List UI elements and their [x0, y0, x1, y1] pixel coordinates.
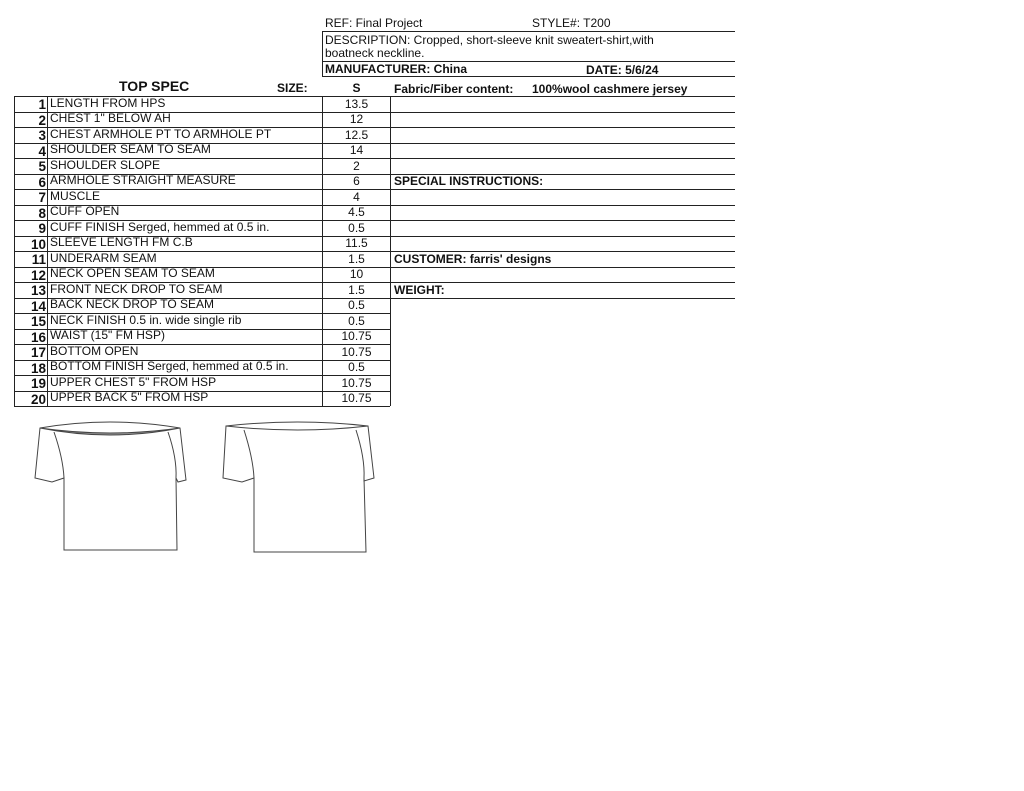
measurement-label: UPPER CHEST 5" FROM HSP: [50, 374, 217, 389]
measurement-value: 4: [353, 189, 360, 204]
table-rule: [14, 406, 390, 407]
row-number: 6: [38, 174, 46, 190]
measurement-label: CUFF FINISH Serged, hemmed at 0.5 in.: [50, 219, 270, 234]
row-number: 7: [38, 190, 46, 205]
size-value: S: [352, 81, 361, 95]
row-number: 13: [30, 283, 46, 298]
measurement-value: 10.75: [341, 391, 372, 405]
manufacturer-text: MANUFACTURER: China: [325, 62, 467, 76]
row-number: 4: [38, 143, 46, 159]
row-number: 1: [38, 97, 46, 112]
fabric-label: Fabric/Fiber content:: [394, 82, 514, 96]
measurement-value: 0.5: [348, 360, 365, 374]
table-column-rule: [322, 96, 323, 406]
description-line-1: DESCRIPTION: Cropped, short-sleeve knit sweatert-shirt,with: [325, 33, 654, 47]
measurement-value: 1.5: [348, 282, 365, 297]
measurement-label: BOTTOM OPEN: [50, 343, 139, 358]
row-number: 19: [30, 376, 46, 391]
table-column-rule: [390, 96, 391, 406]
measurement-value: 13.5: [344, 96, 369, 111]
measurement-value: 14: [349, 143, 364, 157]
row-number: 5: [38, 159, 46, 174]
ref-text: REF: Final Project: [325, 16, 423, 30]
measurement-label: SHOULDER SLOPE: [50, 157, 161, 172]
measurement-value: 10: [349, 267, 364, 281]
measurement-label: UPPER BACK 5" FROM HSP: [50, 390, 209, 404]
weight-label: WEIGHT:: [394, 283, 445, 297]
row-number: 10: [30, 236, 46, 252]
measurement-value: 12.5: [344, 127, 369, 142]
date-text: DATE: 5/6/24: [586, 63, 659, 77]
measurement-value: 0.5: [348, 313, 365, 328]
measurement-label: BACK NECK DROP TO SEAM: [50, 297, 215, 311]
measurement-label: CHEST ARMHOLE PT TO ARMHOLE PT: [50, 126, 272, 141]
row-number: 2: [38, 112, 46, 128]
row-number: 16: [30, 329, 46, 345]
row-number: 18: [30, 360, 46, 376]
row-number: 3: [38, 128, 46, 143]
measurement-value: 4.5: [348, 205, 365, 219]
measurement-value: 0.5: [348, 220, 365, 235]
measurement-value: 12: [349, 112, 364, 126]
measurement-label: NECK FINISH 0.5 in. wide single rib: [50, 312, 242, 327]
measurement-label: FRONT NECK DROP TO SEAM: [50, 281, 223, 296]
back-sketch: [218, 418, 378, 558]
divider: [322, 76, 735, 77]
measurement-value: 10.75: [341, 344, 372, 359]
measurement-label: LENGTH FROM HPS: [50, 95, 166, 110]
front-sketch: [30, 418, 190, 558]
table-column-rule: [47, 96, 48, 406]
measurement-label: CUFF OPEN: [50, 204, 120, 218]
measurement-label: BOTTOM FINISH Serged, hemmed at 0.5 in.: [50, 359, 289, 373]
measurement-label: ARMHOLE STRAIGHT MEASURE: [50, 173, 236, 187]
row-number: 14: [30, 298, 46, 314]
measurement-value: 0.5: [348, 298, 365, 312]
divider: [322, 31, 735, 32]
customer-text: CUSTOMER: farris' designs: [394, 252, 552, 266]
row-number: 9: [38, 221, 46, 236]
row-number: 12: [30, 267, 46, 283]
measurement-value: 6: [353, 174, 360, 188]
measurement-value: 10.75: [341, 329, 372, 343]
row-number: 15: [30, 314, 46, 329]
row-number: 17: [30, 345, 46, 360]
measurement-label: MUSCLE: [50, 188, 101, 203]
measurement-label: SHOULDER SEAM TO SEAM: [50, 142, 211, 156]
measurement-label: UNDERARM SEAM: [50, 250, 157, 265]
measurement-value: 11.5: [345, 236, 368, 250]
row-number: 20: [30, 391, 46, 407]
measurement-value: 2: [353, 158, 360, 173]
spec-title: TOP SPEC: [119, 78, 190, 94]
measurement-value: 10.75: [341, 375, 372, 390]
row-number: 8: [38, 205, 46, 221]
style-number: STYLE#: T200: [532, 16, 611, 30]
fabric-value: 100%wool cashmere jersey: [532, 82, 688, 96]
measurement-label: NECK OPEN SEAM TO SEAM: [50, 266, 215, 280]
size-label: SIZE:: [277, 81, 308, 95]
row-number: 11: [31, 252, 46, 267]
description-line-2: boatneck neckline.: [325, 46, 425, 60]
measurement-label: CHEST 1" BELOW AH: [50, 111, 171, 125]
measurement-label: WAIST (15" FM HSP): [50, 328, 165, 342]
special-instructions-label: SPECIAL INSTRUCTIONS:: [394, 174, 544, 188]
measurement-value: 1.5: [348, 251, 365, 266]
measurement-label: SLEEVE LENGTH FM C.B: [50, 235, 193, 249]
divider: [322, 31, 323, 77]
